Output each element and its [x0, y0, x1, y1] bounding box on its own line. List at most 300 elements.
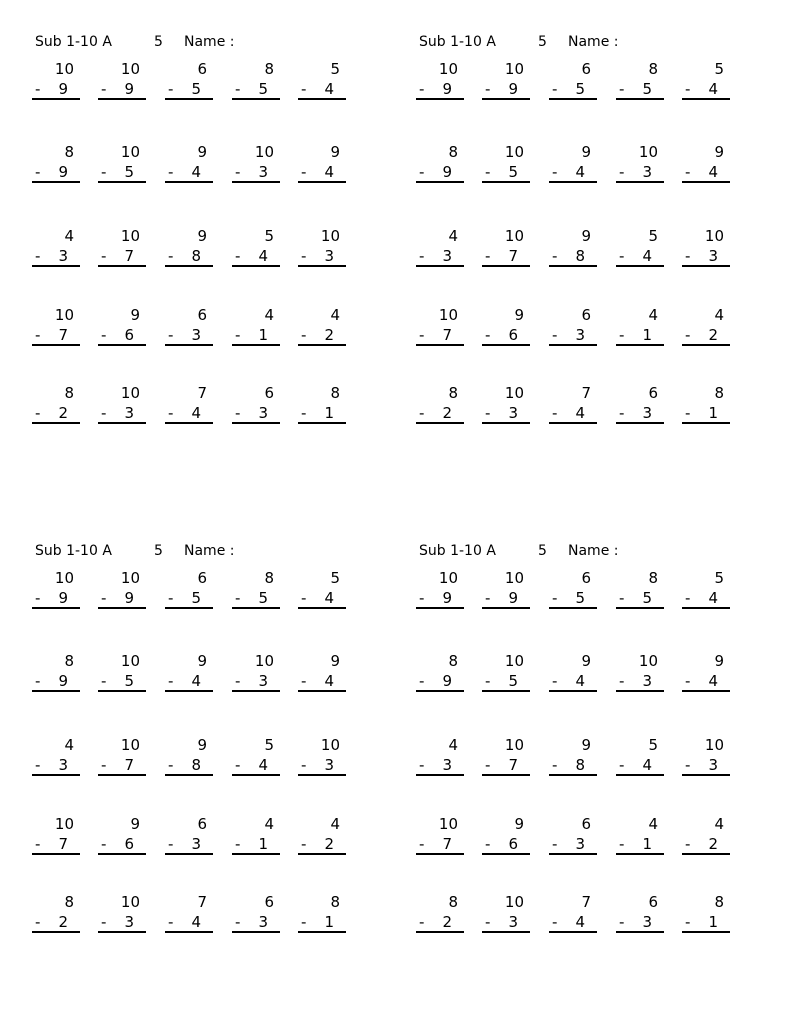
minuend: 6	[648, 384, 658, 402]
minuend: 4	[330, 815, 340, 833]
subtrahend: 9	[58, 80, 68, 98]
minuend: 8	[648, 60, 658, 78]
subtraction-problem	[416, 306, 464, 346]
subtrahend: 4	[191, 672, 201, 690]
minuend: 10	[120, 143, 140, 161]
answer-line	[232, 774, 280, 776]
minus-sign: -	[301, 163, 307, 181]
answer-line	[416, 690, 464, 692]
subtraction-problem	[682, 893, 730, 933]
minus-sign: -	[101, 589, 107, 607]
minuend: 8	[448, 893, 458, 911]
minuend: 8	[330, 384, 340, 402]
subtrahend: 3	[258, 163, 268, 181]
answer-line	[298, 344, 346, 346]
subtraction-problem	[682, 60, 730, 100]
subtraction-problem	[165, 893, 213, 933]
minuend: 9	[581, 227, 591, 245]
minus-sign: -	[419, 326, 425, 344]
minuend: 9	[330, 652, 340, 670]
subtraction-problem	[98, 143, 146, 183]
answer-line	[32, 931, 80, 933]
subtraction-problem	[232, 384, 280, 424]
subtraction-problem	[482, 652, 530, 692]
subtraction-problem	[416, 143, 464, 183]
minus-sign: -	[35, 672, 41, 690]
answer-line	[482, 690, 530, 692]
minus-sign: -	[419, 672, 425, 690]
minuend: 10	[120, 652, 140, 670]
answer-line	[416, 181, 464, 183]
answer-line	[682, 265, 730, 267]
minuend: 10	[120, 384, 140, 402]
minuend: 7	[581, 893, 591, 911]
minus-sign: -	[101, 913, 107, 931]
subtraction-problem	[32, 306, 80, 346]
minuend: 4	[264, 306, 274, 324]
subtrahend: 1	[324, 913, 334, 931]
subtraction-problem	[416, 569, 464, 609]
answer-line	[298, 422, 346, 424]
answer-line	[165, 690, 213, 692]
subtrahend: 1	[258, 835, 268, 853]
answer-line	[416, 853, 464, 855]
answer-line	[98, 853, 146, 855]
subtraction-problem	[482, 306, 530, 346]
subtrahend: 2	[708, 326, 718, 344]
answer-line	[549, 265, 597, 267]
subtrahend: 3	[442, 756, 452, 774]
subtraction-problem	[482, 815, 530, 855]
subtraction-problem	[682, 652, 730, 692]
answer-line	[482, 853, 530, 855]
answer-line	[416, 98, 464, 100]
minuend: 9	[581, 736, 591, 754]
minuend: 8	[264, 60, 274, 78]
answer-line	[616, 853, 664, 855]
subtraction-problem	[549, 143, 597, 183]
minuend: 10	[504, 143, 524, 161]
subtraction-problem	[682, 306, 730, 346]
subtraction-problem	[682, 227, 730, 267]
minus-sign: -	[35, 913, 41, 931]
subtrahend: 3	[191, 835, 201, 853]
subtraction-problem	[616, 227, 664, 267]
minus-sign: -	[485, 672, 491, 690]
minus-sign: -	[35, 326, 41, 344]
minuend: 5	[648, 736, 658, 754]
answer-line	[298, 98, 346, 100]
subtraction-problem	[298, 893, 346, 933]
worksheet-title: Sub 1-10 A	[419, 543, 496, 559]
subtraction-problem	[165, 652, 213, 692]
minuend: 4	[448, 227, 458, 245]
minus-sign: -	[685, 589, 691, 607]
subtrahend: 4	[642, 756, 652, 774]
minus-sign: -	[301, 835, 307, 853]
subtrahend: 7	[508, 756, 518, 774]
subtrahend: 3	[324, 756, 334, 774]
subtrahend: 3	[324, 247, 334, 265]
minus-sign: -	[419, 404, 425, 422]
minuend: 4	[64, 736, 74, 754]
minus-sign: -	[168, 247, 174, 265]
minuend: 10	[704, 736, 724, 754]
subtraction-problem	[232, 736, 280, 776]
subtrahend: 4	[191, 913, 201, 931]
subtrahend: 4	[324, 589, 334, 607]
subtraction-problem	[416, 652, 464, 692]
subtraction-problem	[616, 569, 664, 609]
subtrahend: 7	[508, 247, 518, 265]
minuend: 10	[54, 815, 74, 833]
minus-sign: -	[168, 672, 174, 690]
minuend: 10	[504, 736, 524, 754]
answer-line	[549, 98, 597, 100]
answer-line	[32, 98, 80, 100]
subtraction-problem	[416, 384, 464, 424]
minus-sign: -	[485, 589, 491, 607]
subtrahend: 9	[508, 80, 518, 98]
subtrahend: 4	[324, 80, 334, 98]
minuend: 7	[581, 384, 591, 402]
minuend: 5	[714, 569, 724, 587]
subtraction-problem	[98, 652, 146, 692]
subtraction-problem	[682, 143, 730, 183]
minus-sign: -	[35, 589, 41, 607]
subtraction-problem	[165, 384, 213, 424]
minus-sign: -	[168, 326, 174, 344]
answer-line	[232, 931, 280, 933]
minuend: 6	[264, 893, 274, 911]
worksheet-header	[416, 543, 746, 563]
answer-line	[232, 422, 280, 424]
subtraction-problem	[298, 652, 346, 692]
subtraction-problem	[416, 736, 464, 776]
minus-sign: -	[235, 163, 241, 181]
minus-sign: -	[485, 756, 491, 774]
answer-line	[298, 931, 346, 933]
minus-sign: -	[301, 326, 307, 344]
subtrahend: 5	[124, 672, 134, 690]
answer-line	[416, 422, 464, 424]
minuend: 6	[264, 384, 274, 402]
minus-sign: -	[301, 247, 307, 265]
minuend: 5	[264, 227, 274, 245]
minuend: 8	[330, 893, 340, 911]
answer-line	[165, 344, 213, 346]
subtraction-problem	[549, 652, 597, 692]
minus-sign: -	[101, 672, 107, 690]
subtraction-problem	[32, 227, 80, 267]
subtrahend: 2	[442, 404, 452, 422]
minuend: 9	[130, 306, 140, 324]
worksheet-header	[416, 34, 746, 54]
subtrahend: 3	[642, 913, 652, 931]
subtraction-problem	[482, 227, 530, 267]
answer-line	[98, 265, 146, 267]
subtraction-problem	[482, 569, 530, 609]
subtraction-problem	[32, 893, 80, 933]
minus-sign: -	[419, 835, 425, 853]
answer-line	[165, 98, 213, 100]
subtrahend: 3	[708, 247, 718, 265]
minuend: 10	[120, 736, 140, 754]
minuend: 8	[64, 384, 74, 402]
minus-sign: -	[685, 326, 691, 344]
subtrahend: 2	[442, 913, 452, 931]
answer-line	[549, 422, 597, 424]
subtraction-problem	[682, 569, 730, 609]
minuend: 8	[448, 652, 458, 670]
minus-sign: -	[685, 835, 691, 853]
subtrahend: 9	[58, 589, 68, 607]
answer-line	[416, 265, 464, 267]
minus-sign: -	[485, 913, 491, 931]
minus-sign: -	[619, 247, 625, 265]
answer-line	[616, 181, 664, 183]
worksheet-number: 5	[538, 543, 547, 559]
minus-sign: -	[619, 80, 625, 98]
subtraction-problem	[682, 736, 730, 776]
minuend: 10	[504, 227, 524, 245]
subtraction-problem	[416, 60, 464, 100]
subtraction-problem	[416, 815, 464, 855]
subtraction-problem	[98, 736, 146, 776]
minus-sign: -	[619, 835, 625, 853]
minus-sign: -	[685, 80, 691, 98]
answer-line	[616, 344, 664, 346]
answer-line	[616, 265, 664, 267]
answer-line	[549, 774, 597, 776]
answer-line	[482, 181, 530, 183]
subtrahend: 5	[575, 589, 585, 607]
subtraction-problem	[298, 60, 346, 100]
subtrahend: 5	[642, 80, 652, 98]
subtrahend: 3	[258, 913, 268, 931]
subtrahend: 7	[124, 756, 134, 774]
subtraction-problem	[232, 143, 280, 183]
subtrahend: 4	[575, 404, 585, 422]
minus-sign: -	[101, 756, 107, 774]
minus-sign: -	[552, 163, 558, 181]
subtrahend: 3	[642, 163, 652, 181]
minus-sign: -	[35, 163, 41, 181]
minus-sign: -	[485, 163, 491, 181]
minuend: 8	[714, 384, 724, 402]
subtraction-problem	[416, 893, 464, 933]
answer-line	[549, 344, 597, 346]
subtrahend: 7	[58, 326, 68, 344]
answer-line	[682, 931, 730, 933]
minuend: 5	[330, 60, 340, 78]
minuend: 10	[120, 893, 140, 911]
minus-sign: -	[685, 163, 691, 181]
answer-line	[98, 98, 146, 100]
minus-sign: -	[419, 80, 425, 98]
subtrahend: 9	[124, 589, 134, 607]
minus-sign: -	[101, 247, 107, 265]
minuend: 9	[330, 143, 340, 161]
answer-line	[165, 422, 213, 424]
minuend: 8	[64, 893, 74, 911]
minus-sign: -	[619, 672, 625, 690]
answer-line	[416, 344, 464, 346]
subtraction-problem	[482, 60, 530, 100]
minus-sign: -	[168, 835, 174, 853]
answer-line	[98, 344, 146, 346]
subtrahend: 4	[191, 163, 201, 181]
minuend: 10	[638, 652, 658, 670]
answer-line	[416, 931, 464, 933]
subtrahend: 6	[124, 835, 134, 853]
answer-line	[298, 690, 346, 692]
subtrahend: 3	[258, 672, 268, 690]
subtrahend: 9	[58, 672, 68, 690]
minus-sign: -	[419, 756, 425, 774]
subtraction-problem	[165, 736, 213, 776]
minus-sign: -	[235, 672, 241, 690]
minus-sign: -	[485, 326, 491, 344]
minus-sign: -	[619, 913, 625, 931]
minuend: 10	[254, 652, 274, 670]
worksheet-number: 5	[538, 34, 547, 50]
minus-sign: -	[101, 835, 107, 853]
subtrahend: 9	[508, 589, 518, 607]
minus-sign: -	[168, 404, 174, 422]
answer-line	[32, 774, 80, 776]
minuend: 4	[448, 736, 458, 754]
name-label: Name :	[568, 34, 619, 50]
minuend: 6	[648, 893, 658, 911]
answer-line	[232, 690, 280, 692]
subtraction-problem	[616, 143, 664, 183]
answer-line	[682, 607, 730, 609]
subtraction-problem	[549, 569, 597, 609]
worksheet-number: 5	[154, 34, 163, 50]
answer-line	[482, 931, 530, 933]
minus-sign: -	[685, 756, 691, 774]
minuend: 6	[581, 569, 591, 587]
minus-sign: -	[485, 404, 491, 422]
subtraction-problem	[549, 306, 597, 346]
minus-sign: -	[101, 326, 107, 344]
minus-sign: -	[235, 756, 241, 774]
minuend: 6	[581, 306, 591, 324]
worksheet-header	[32, 34, 362, 54]
subtraction-problem	[32, 652, 80, 692]
subtrahend: 4	[191, 404, 201, 422]
minus-sign: -	[552, 835, 558, 853]
minuend: 4	[330, 306, 340, 324]
minuend: 10	[438, 815, 458, 833]
minus-sign: -	[101, 163, 107, 181]
subtraction-problem	[232, 893, 280, 933]
minus-sign: -	[301, 756, 307, 774]
answer-line	[549, 607, 597, 609]
subtrahend: 4	[575, 163, 585, 181]
minus-sign: -	[552, 247, 558, 265]
minuend: 10	[54, 306, 74, 324]
answer-line	[416, 774, 464, 776]
subtrahend: 4	[708, 589, 718, 607]
answer-line	[98, 607, 146, 609]
minuend: 9	[197, 736, 207, 754]
answer-line	[32, 344, 80, 346]
answer-line	[165, 853, 213, 855]
answer-line	[682, 422, 730, 424]
subtrahend: 3	[58, 756, 68, 774]
subtrahend: 2	[708, 835, 718, 853]
minus-sign: -	[235, 589, 241, 607]
subtraction-problem	[98, 815, 146, 855]
answer-line	[232, 607, 280, 609]
subtrahend: 2	[58, 404, 68, 422]
subtraction-problem	[232, 306, 280, 346]
subtrahend: 7	[442, 326, 452, 344]
answer-line	[482, 98, 530, 100]
minuend: 8	[714, 893, 724, 911]
answer-line	[232, 98, 280, 100]
subtrahend: 3	[642, 672, 652, 690]
subtraction-problem	[32, 384, 80, 424]
minuend: 9	[197, 143, 207, 161]
subtrahend: 9	[58, 163, 68, 181]
minus-sign: -	[235, 404, 241, 422]
minus-sign: -	[552, 80, 558, 98]
answer-line	[298, 853, 346, 855]
minuend: 10	[504, 60, 524, 78]
answer-line	[482, 265, 530, 267]
answer-line	[682, 690, 730, 692]
answer-line	[616, 98, 664, 100]
subtraction-problem	[549, 227, 597, 267]
minus-sign: -	[619, 326, 625, 344]
minuend: 10	[120, 227, 140, 245]
answer-line	[165, 931, 213, 933]
worksheet-title: Sub 1-10 A	[419, 34, 496, 50]
subtraction-problem	[298, 306, 346, 346]
answer-line	[165, 181, 213, 183]
subtraction-problem	[165, 569, 213, 609]
minuend: 5	[330, 569, 340, 587]
subtraction-problem	[549, 815, 597, 855]
subtrahend: 8	[575, 247, 585, 265]
subtrahend: 3	[642, 404, 652, 422]
minuend: 6	[581, 815, 591, 833]
minus-sign: -	[552, 672, 558, 690]
answer-line	[549, 931, 597, 933]
subtraction-problem	[232, 60, 280, 100]
answer-line	[165, 265, 213, 267]
minus-sign: -	[685, 913, 691, 931]
answer-line	[616, 607, 664, 609]
subtrahend: 8	[191, 756, 201, 774]
subtrahend: 1	[324, 404, 334, 422]
subtraction-problem	[98, 893, 146, 933]
minus-sign: -	[235, 326, 241, 344]
subtraction-problem	[298, 143, 346, 183]
answer-line	[98, 422, 146, 424]
minuend: 10	[54, 60, 74, 78]
subtrahend: 9	[442, 589, 452, 607]
name-label: Name :	[184, 34, 235, 50]
subtrahend: 2	[324, 326, 334, 344]
subtrahend: 4	[324, 672, 334, 690]
subtraction-problem	[549, 384, 597, 424]
name-label: Name :	[184, 543, 235, 559]
answer-line	[682, 181, 730, 183]
